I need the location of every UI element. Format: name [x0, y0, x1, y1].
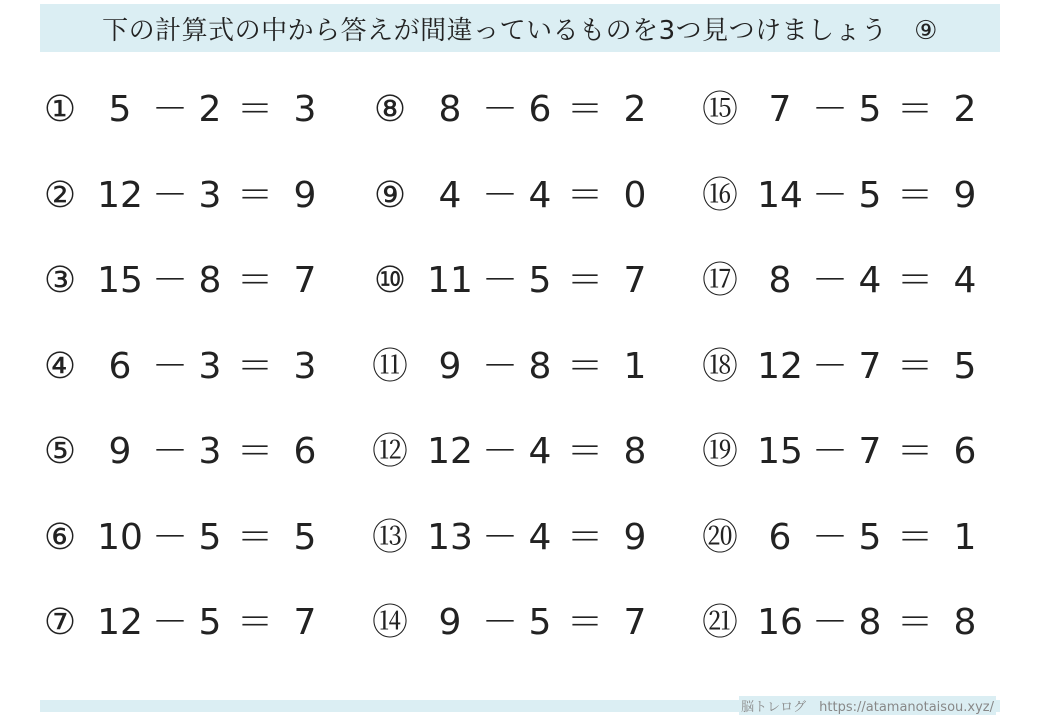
equation-row	[700, 508, 1020, 568]
problem-number: ⑪	[371, 345, 408, 387]
answer: 8	[623, 431, 647, 472]
equals-sign: ＝	[896, 431, 933, 472]
problem-number: ⑦	[43, 602, 77, 643]
problem-number: ③	[43, 260, 77, 301]
equals-sign: ＝	[236, 89, 273, 130]
equals-sign: ＝	[566, 516, 603, 558]
site-credit: 脳トレログ https://atamanotaisou.xyz/	[739, 696, 996, 715]
answer: 4	[953, 260, 977, 301]
subtrahend: 7	[858, 431, 882, 472]
equation-row	[40, 337, 360, 397]
answer: 5	[293, 516, 317, 558]
minus-sign: －	[151, 260, 188, 301]
minuend: 6	[768, 516, 792, 558]
problem-number: ⑥	[43, 516, 77, 558]
problem-number: ⑫	[371, 431, 408, 472]
equals-sign: ＝	[566, 602, 603, 643]
equals-sign: ＝	[236, 174, 273, 216]
equals-sign: ＝	[896, 89, 933, 130]
minuend: 14	[757, 174, 803, 216]
minuend: 15	[97, 260, 143, 301]
subtrahend: 4	[528, 431, 552, 472]
subtrahend: 3	[198, 174, 222, 216]
equation-row	[700, 166, 1020, 226]
minus-sign: －	[811, 602, 848, 643]
answer: 6	[953, 431, 977, 472]
subtrahend: 4	[858, 260, 882, 301]
minus-sign: －	[151, 431, 188, 472]
minus-sign: －	[151, 345, 188, 387]
answer: 7	[293, 260, 317, 301]
minuend: 9	[438, 345, 462, 387]
equation-row	[370, 251, 690, 311]
subtrahend: 3	[198, 345, 222, 387]
problem-number: ⑳	[701, 516, 738, 558]
minus-sign: －	[811, 174, 848, 216]
minus-sign: －	[151, 89, 188, 130]
answer: 6	[293, 431, 317, 472]
minus-sign: －	[811, 260, 848, 301]
equals-sign: ＝	[896, 174, 933, 216]
problem-number: ⑮	[701, 89, 738, 130]
minuend: 10	[97, 516, 143, 558]
minus-sign: －	[151, 602, 188, 643]
minuend: 13	[427, 516, 473, 558]
equation-row	[40, 166, 360, 226]
equals-sign: ＝	[896, 345, 933, 387]
problem-number: ⑨	[373, 174, 407, 216]
problem-number: ⑰	[701, 260, 738, 301]
equals-sign: ＝	[896, 260, 933, 301]
problem-number: ①	[43, 89, 77, 130]
minus-sign: －	[811, 516, 848, 558]
equation-row	[40, 80, 360, 140]
equation-row	[700, 80, 1020, 140]
subtrahend: 2	[198, 89, 222, 130]
problem-number: ⑧	[373, 89, 407, 130]
minus-sign: －	[811, 89, 848, 130]
subtrahend: 5	[858, 516, 882, 558]
minus-sign: －	[481, 89, 518, 130]
subtrahend: 5	[198, 516, 222, 558]
answer: 7	[293, 602, 317, 643]
answer: 8	[953, 602, 977, 643]
equals-sign: ＝	[236, 431, 273, 472]
equals-sign: ＝	[566, 431, 603, 472]
minuend: 7	[768, 89, 792, 130]
subtrahend: 4	[528, 516, 552, 558]
equals-sign: ＝	[236, 260, 273, 301]
worksheet-title	[40, 4, 1000, 52]
minus-sign: －	[811, 431, 848, 472]
equation-row	[370, 80, 690, 140]
equation-row	[40, 508, 360, 568]
minus-sign: －	[481, 260, 518, 301]
equation-row	[370, 422, 690, 482]
answer: 5	[953, 345, 977, 387]
equals-sign: ＝	[566, 345, 603, 387]
equation-grid	[40, 80, 1000, 680]
problem-number: ②	[43, 174, 77, 216]
minuend: 4	[438, 174, 462, 216]
equation-row	[370, 337, 690, 397]
problem-number: ⑱	[701, 345, 738, 387]
minuend: 9	[108, 431, 132, 472]
equation-row	[370, 593, 690, 653]
minuend: 12	[757, 345, 803, 387]
minuend: 12	[427, 431, 473, 472]
equation-row	[700, 251, 1020, 311]
minuend: 12	[97, 174, 143, 216]
equals-sign: ＝	[236, 345, 273, 387]
subtrahend: 4	[528, 174, 552, 216]
minus-sign: －	[811, 345, 848, 387]
answer: 3	[293, 89, 317, 130]
answer: 1	[623, 345, 647, 387]
equation-row	[370, 508, 690, 568]
answer: 2	[623, 89, 647, 130]
answer: 0	[623, 174, 647, 216]
equals-sign: ＝	[566, 260, 603, 301]
equation-row	[40, 593, 360, 653]
subtrahend: 5	[198, 602, 222, 643]
subtrahend: 3	[198, 431, 222, 472]
equation-row	[40, 251, 360, 311]
minuend: 9	[438, 602, 462, 643]
subtrahend: 6	[528, 89, 552, 130]
minuend: 15	[757, 431, 803, 472]
subtrahend: 5	[858, 89, 882, 130]
equals-sign: ＝	[236, 516, 273, 558]
equation-row	[40, 422, 360, 482]
minus-sign: －	[481, 345, 518, 387]
minus-sign: －	[481, 174, 518, 216]
subtrahend: 8	[858, 602, 882, 643]
subtrahend: 8	[198, 260, 222, 301]
minuend: 8	[438, 89, 462, 130]
equals-sign: ＝	[566, 89, 603, 130]
equals-sign: ＝	[896, 516, 933, 558]
answer: 3	[293, 345, 317, 387]
answer: 7	[623, 602, 647, 643]
minuend: 11	[427, 260, 473, 301]
equation-column-3	[700, 80, 1020, 680]
equals-sign: ＝	[896, 602, 933, 643]
problem-number: ⑬	[371, 516, 408, 558]
equals-sign: ＝	[566, 174, 603, 216]
answer: 2	[953, 89, 977, 130]
minuend: 12	[97, 602, 143, 643]
minus-sign: －	[481, 602, 518, 643]
equation-column-2	[370, 80, 690, 680]
problem-number: ⑭	[371, 602, 408, 643]
minus-sign: －	[481, 516, 518, 558]
minus-sign: －	[151, 516, 188, 558]
problem-number: ㉑	[701, 602, 738, 643]
equals-sign: ＝	[236, 602, 273, 643]
worksheet-title-text: 下の計算式の中から答えが間違っているものを3つ見つけましょう ⑨	[102, 15, 938, 46]
equation-row	[700, 422, 1020, 482]
answer: 9	[623, 516, 647, 558]
answer: 7	[623, 260, 647, 301]
equation-row	[700, 337, 1020, 397]
equation-row	[700, 593, 1020, 653]
minus-sign: －	[481, 431, 518, 472]
equation-row	[370, 166, 690, 226]
subtrahend: 8	[528, 345, 552, 387]
minuend: 8	[768, 260, 792, 301]
problem-number: ⑩	[373, 260, 407, 301]
answer: 9	[953, 174, 977, 216]
minuend: 6	[108, 345, 132, 387]
subtrahend: 5	[858, 174, 882, 216]
subtrahend: 5	[528, 260, 552, 301]
answer: 9	[293, 174, 317, 216]
answer: 1	[953, 516, 977, 558]
problem-number: ⑯	[701, 174, 738, 216]
problem-number: ④	[43, 345, 77, 387]
subtrahend: 5	[528, 602, 552, 643]
equation-column-1	[40, 80, 360, 680]
minuend: 5	[108, 89, 132, 130]
problem-number: ⑲	[701, 431, 738, 472]
subtrahend: 7	[858, 345, 882, 387]
problem-number: ⑤	[43, 431, 77, 472]
minus-sign: －	[151, 174, 188, 216]
minuend: 16	[757, 602, 803, 643]
